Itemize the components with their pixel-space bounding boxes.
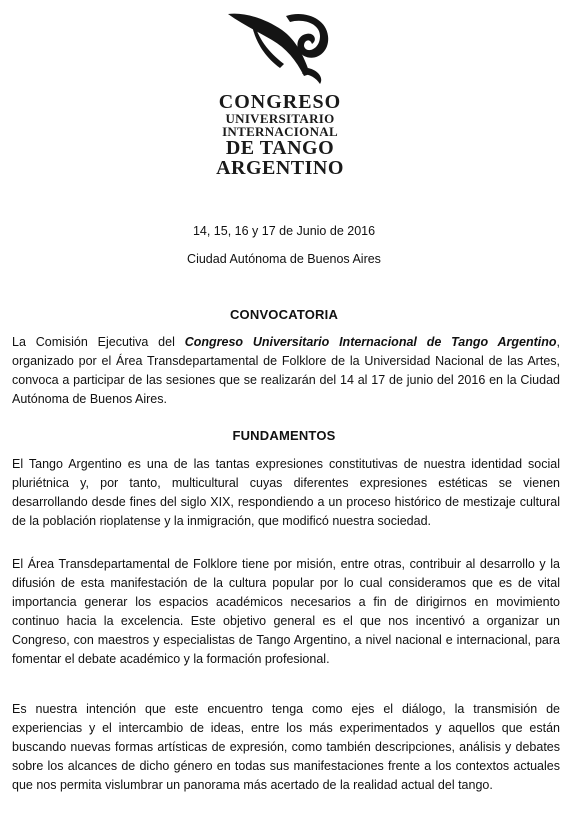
convocatoria-text-after: , organizado por el Área Transdepartamental de Folklore de la Universidad Nacional de las Artes, convoca a participar de las sesiones que se realizarán del 14 al 17 de junio del 2016 en la Ciudad Autónoma de Buenos Aires. <box>12 335 560 406</box>
logo-wordmark <box>200 92 360 178</box>
logo-line: INTERNACIONAL <box>222 124 338 139</box>
fundamentos-paragraph-1: El Tango Argentino es una de las tantas expresiones constitutivas de nuestra identidad social pluriétnica y, por tanto, multicultural cuyas diferentes expresiones estéticas se vienen desarrollando desde fines del siglo XIX, respondiendo a un proceso histórico de mestizaje cultural de la población rioplatense y la inmigración, que modificó nuestra sociedad. <box>12 457 560 528</box>
logo-line: ARGENTINO <box>216 157 344 179</box>
fundamentos-paragraph-2: El Área Transdepartamental de Folklore tiene por misión, entre otras, contribuir al desarrollo y la difusión de esta manifestación de la cultura popular por lo cual consideramos que es de vital importancia generar los espacios académicos necesarios a fin de dirigirnos en movimiento continuo hacia la excelencia. Este objetivo general es el que nos incentivó a organizar un Congreso, con maestros y especialistas de Tango Argentino, a nivel nacional e internacional, para fomentar el debate académico y la formación profesional. <box>12 557 560 666</box>
section-heading-fundamentos: FUNDAMENTOS <box>232 428 336 443</box>
logo-line: UNIVERSITARIO <box>225 111 335 126</box>
congress-name-emphasis: Congreso Universitario Internacional de Tango Argentino <box>184 335 557 349</box>
event-dates: 14, 15, 16 y 17 de Junio de 2016 <box>192 224 376 238</box>
logo-line: CONGRESO <box>218 91 342 113</box>
convocatoria-paragraph <box>12 333 560 409</box>
logo-line: DE TANGO <box>225 137 335 159</box>
congress-logo <box>200 8 360 184</box>
ornament-icon <box>224 8 336 86</box>
section-heading-convocatoria: CONVOCATORIA <box>229 307 339 322</box>
convocatoria-text-before: La Comisión Ejecutiva del <box>12 335 185 349</box>
fundamentos-paragraph-3: Es nuestra intención que este encuentro tenga como ejes el diálogo, la transmisión de experiencias y el intercambio de ideas, entre los más experimentados y aquellos que están buscando nuevas formas artísticas de expresión, como también descripciones, análisis y debates sobre los alcances de dicho género en todas sus manifestaciones frente a los contextos actuales que nos permita vislumbrar un panorama más acertado de la realidad actual del tango. <box>12 702 560 792</box>
event-city: Ciudad Autónoma de Buenos Aires <box>187 252 381 266</box>
